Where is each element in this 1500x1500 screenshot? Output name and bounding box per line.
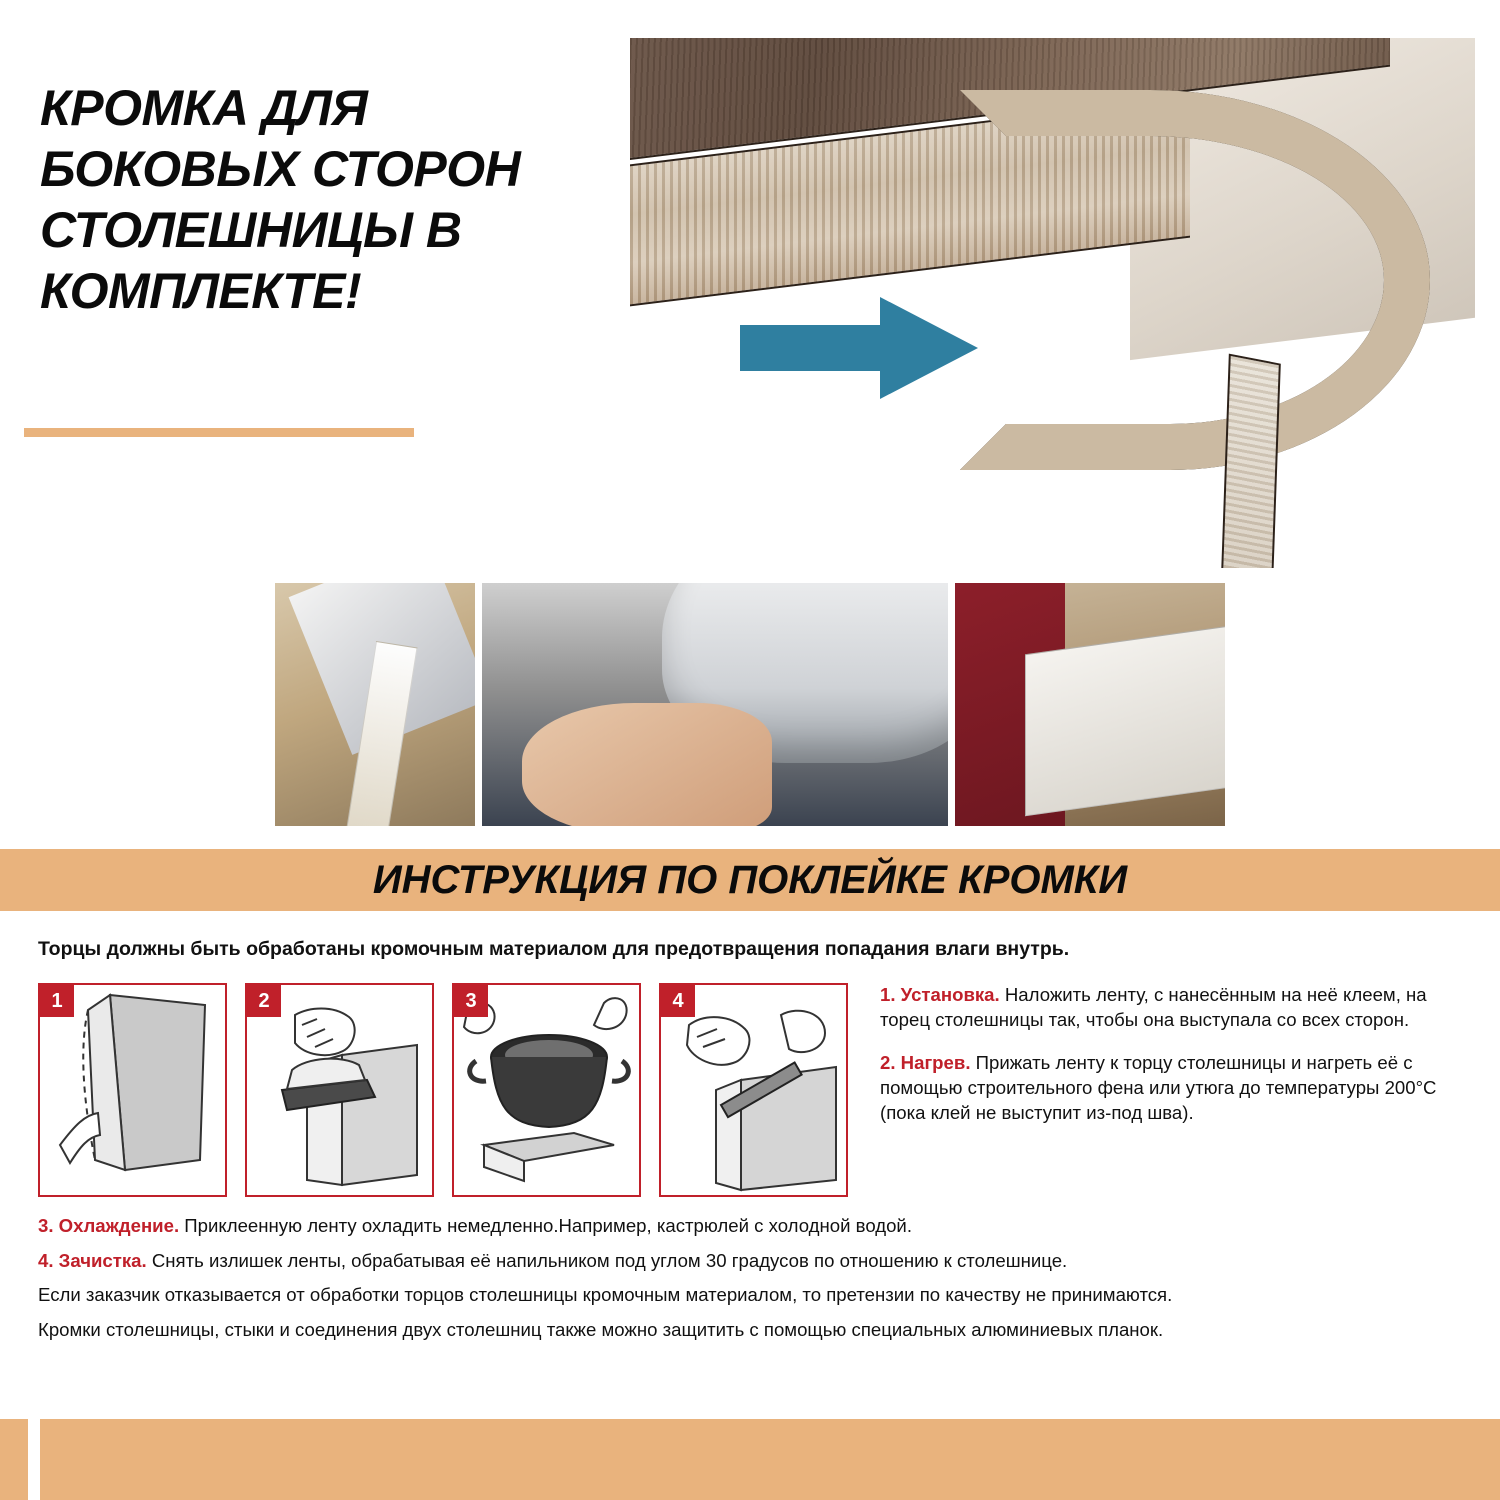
step-card-2 xyxy=(245,983,434,1197)
photo-applying-tape xyxy=(275,583,475,826)
instruction-paragraph-2 xyxy=(880,1051,1462,1126)
hero-product-photo xyxy=(630,38,1475,568)
bottom-accent-bar xyxy=(0,1419,1500,1500)
instruction-paragraph-6: Кромки столешницы, стыки и соединения двух столешниц также можно защитить с помощью специальных алюминиевых планок. xyxy=(38,1318,1164,1340)
instruction-text-1: Наложить ленту, с нанесённым на неё клеем, на торец столешницы так, чтобы она выступала со всех сторон. xyxy=(880,984,1427,1031)
instruction-text-3: Приклеенную ленту охладить немедленно.Например, кастрюлей с холодной водой. xyxy=(179,1215,912,1237)
title-line-2: БОКОВЫХ СТОРОН xyxy=(40,141,521,197)
instruction-label-4: 4. Зачистка. xyxy=(38,1249,147,1271)
instruction-text-4: Снять излишек ленты, обрабатывая её напильником под углом 30 градусов по отношению к столешнице. xyxy=(146,1249,1068,1271)
step-card-4 xyxy=(659,983,848,1197)
instruction-paragraph-5: Если заказчик отказывается от обработки торцов столешницы кромочным материалом, то претензии по качеству не принимаются. xyxy=(38,1284,1173,1306)
title-line-3: СТОЛЕШНИЦЫ В xyxy=(40,202,462,258)
step-number-3: 3 xyxy=(454,985,488,1017)
photo-worker-ironing xyxy=(955,583,1225,826)
instructions-right-text xyxy=(858,983,1462,1144)
edge-band-tail xyxy=(1221,354,1281,568)
instruction-label-2: 2. Нагрев. xyxy=(880,1052,971,1074)
page-title xyxy=(40,78,610,322)
step-cards xyxy=(38,983,858,1197)
step-number-4: 4 xyxy=(661,985,695,1017)
instruction-paragraph-4 xyxy=(38,1248,1462,1274)
instruction-label-1: 1. Установка. xyxy=(880,984,1000,1006)
instructions-top-grid xyxy=(38,983,1462,1197)
step-card-1 xyxy=(38,983,227,1197)
step-card-3 xyxy=(452,983,641,1197)
instruction-paragraph-3 xyxy=(38,1213,1462,1239)
process-photo-row xyxy=(275,583,1225,826)
hero-section xyxy=(0,0,1500,565)
instructions-section xyxy=(0,911,1500,1419)
arrow-right-icon xyxy=(740,293,980,403)
instruction-text-2: Прижать ленту к торцу столешницы и нагреть её с помощью строительного фена или утюга до температуры 200°C (пока клей не выступит из-под шва). xyxy=(880,1052,1437,1123)
instructions-below-text xyxy=(38,1213,1462,1343)
instruction-banner xyxy=(0,849,1500,911)
step-number-2: 2 xyxy=(247,985,281,1017)
bottom-bar-notch xyxy=(28,1419,40,1500)
photo-ironing-tape xyxy=(482,583,948,826)
step-number-1: 1 xyxy=(40,985,74,1017)
instruction-label-3: 3. Охлаждение. xyxy=(38,1215,180,1237)
instruction-paragraph-1 xyxy=(880,983,1462,1033)
instructions-intro: Торцы должны быть обработаны кромочным материалом для предотвращения попадания влаги внутрь. xyxy=(38,938,1070,960)
title-line-1: КРОМКА ДЛЯ xyxy=(40,80,368,136)
banner-title: ИНСТРУКЦИЯ ПО ПОКЛЕЙКЕ КРОМКИ xyxy=(372,857,1128,902)
title-line-4: КОМПЛЕКТЕ! xyxy=(40,263,362,319)
title-underline xyxy=(24,428,414,437)
